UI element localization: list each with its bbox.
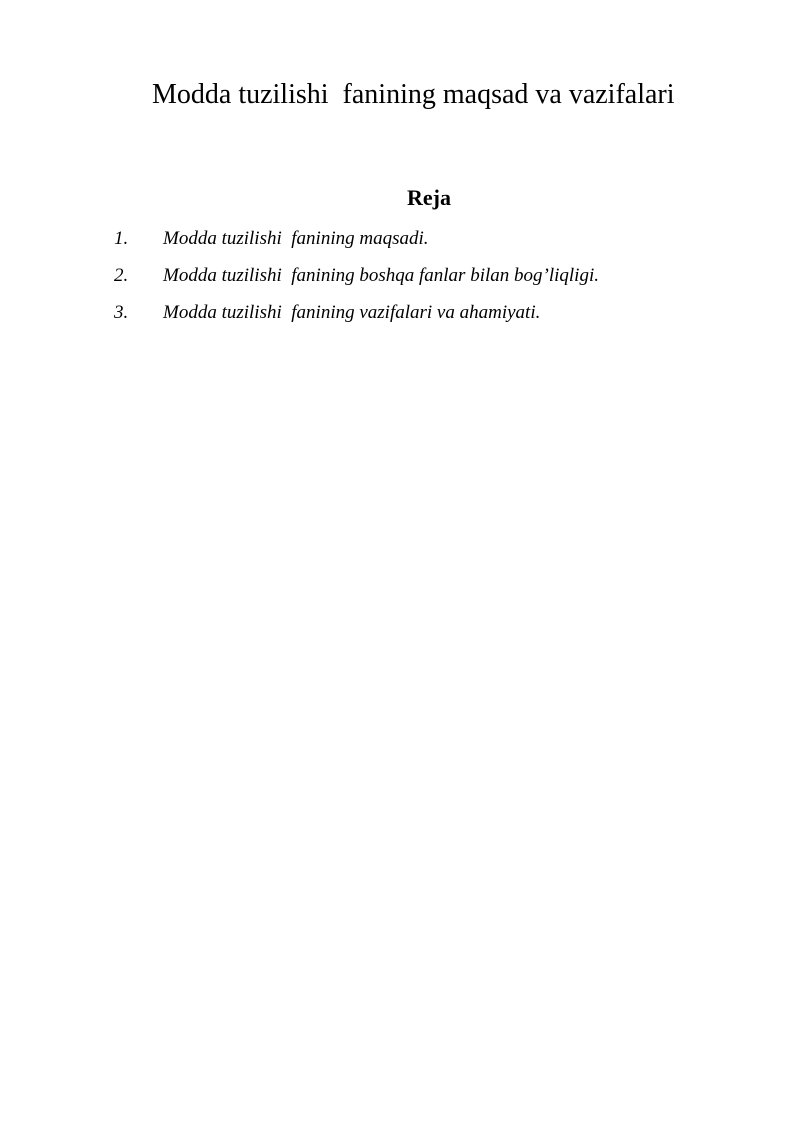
plan-heading: Reja	[407, 185, 451, 210]
plan-item-text: Modda tuzilishi fanining vazifalari va ahamiyati.	[163, 302, 541, 323]
plan-item-text: Modda tuzilishi fanining boshqa fanlar bilan bog’liqligi.	[163, 265, 599, 286]
plan-item	[0, 263, 800, 300]
plan-item-number: 3.	[114, 302, 129, 323]
plan-item-number: 1.	[114, 228, 129, 249]
plan-item	[0, 300, 800, 337]
plan-item	[0, 226, 800, 263]
plan-list	[0, 226, 800, 337]
plan-item-number: 2.	[114, 265, 129, 286]
plan-item-text: Modda tuzilishi fanining maqsadi.	[163, 228, 429, 249]
document-title: Modda tuzilishi fanining maqsad va vazifalari	[152, 79, 675, 110]
